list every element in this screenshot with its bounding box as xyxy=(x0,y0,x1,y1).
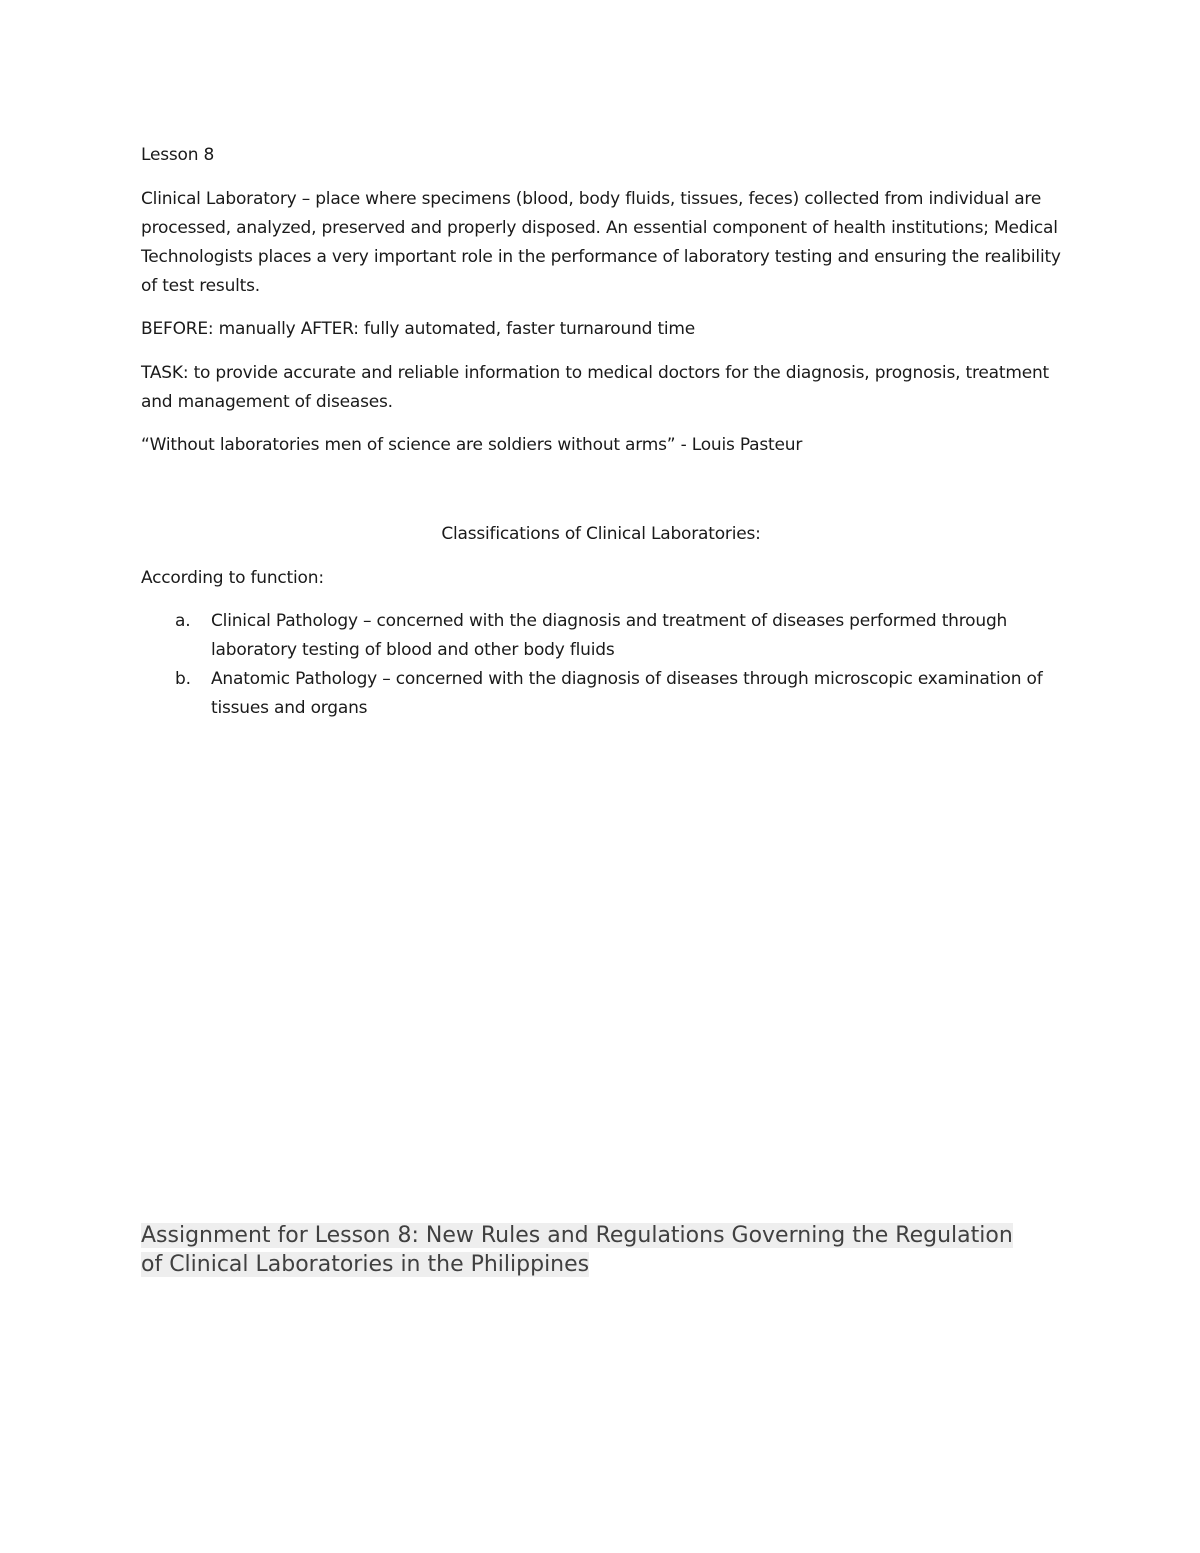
list-marker: b. xyxy=(175,669,191,689)
classifications-heading: Classifications of Clinical Laboratories: xyxy=(441,524,761,544)
assignment-line-1: Assignment for Lesson 8: New Rules and Regulations Governing the Regulation xyxy=(141,1223,1013,1248)
assignment-heading xyxy=(141,1221,1061,1279)
list-item xyxy=(141,607,1061,665)
lesson-title: Lesson 8 xyxy=(141,145,215,165)
quote-paragraph: “Without laboratories men of science are soldiers without arms” - Louis Pasteur xyxy=(141,435,803,455)
before-after-paragraph: BEFORE: manually AFTER: fully automated, faster turnaround time xyxy=(141,319,696,339)
list-marker: a. xyxy=(175,611,191,631)
classification-list xyxy=(141,607,1061,723)
task-paragraph: TASK: to provide accurate and reliable information to medical doctors for the diagnosis, prognosis, treatment and management of diseases. xyxy=(141,363,1049,412)
according-to-function: According to function: xyxy=(141,568,324,588)
definition-paragraph: Clinical Laboratory – place where specimens (blood, body fluids, tissues, feces) collected from individual are processed, analyzed, preserved and properly disposed. An essential component of health institutions; Medical Technologists places a very important role in the performance of laboratory testing and ensuring the realibility of test results. xyxy=(141,189,1061,296)
list-item xyxy=(141,665,1061,723)
assignment-line-2: of Clinical Laboratories in the Philippines xyxy=(141,1252,590,1277)
list-item-text: Clinical Pathology – concerned with the diagnosis and treatment of diseases performed through laboratory testing of blood and other body fluids xyxy=(211,611,1008,660)
list-item-text: Anatomic Pathology – concerned with the diagnosis of diseases through microscopic examination of tissues and organs xyxy=(211,669,1043,718)
